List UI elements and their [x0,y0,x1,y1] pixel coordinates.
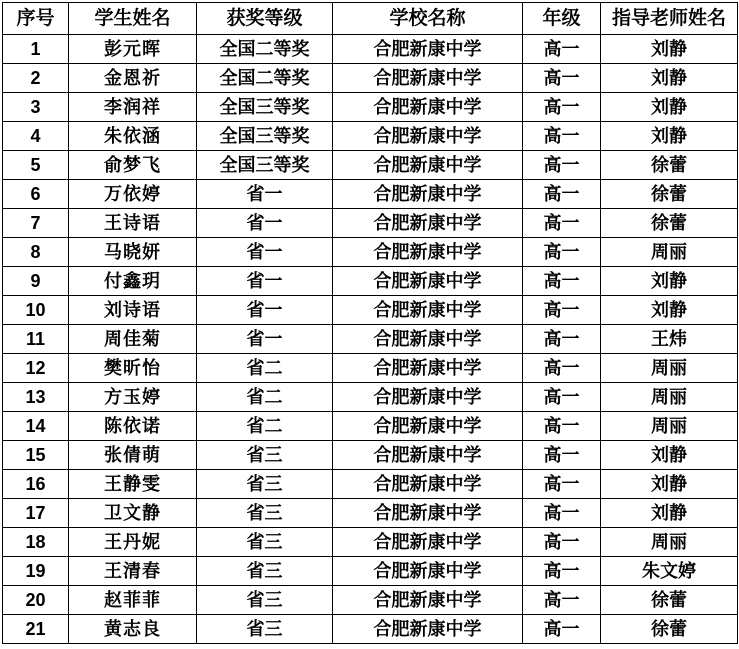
cell-student-name: 樊昕怡 [69,354,197,383]
table-row [3,209,738,238]
cell-grade: 高一 [523,586,601,615]
cell-grade: 高一 [523,93,601,122]
cell-grade: 高一 [523,383,601,412]
cell-teacher-name: 刘静 [601,499,738,528]
table-header [3,3,738,35]
table-row [3,528,738,557]
table-row [3,296,738,325]
cell-index: 17 [3,499,69,528]
cell-teacher-name: 周丽 [601,528,738,557]
table-row [3,499,738,528]
cell-teacher-name: 徐蕾 [601,586,738,615]
cell-index: 4 [3,122,69,151]
cell-grade: 高一 [523,238,601,267]
cell-student-name: 王丹妮 [69,528,197,557]
cell-award-level: 省三 [197,557,333,586]
table-row [3,470,738,499]
cell-student-name: 王诗语 [69,209,197,238]
cell-student-name: 彭元晖 [69,35,197,64]
cell-grade: 高一 [523,354,601,383]
cell-award-level: 省三 [197,615,333,644]
cell-student-name: 周佳菊 [69,325,197,354]
cell-award-level: 省二 [197,383,333,412]
cell-award-level: 全国二等奖 [197,35,333,64]
cell-school-name: 合肥新康中学 [333,209,523,238]
cell-teacher-name: 徐蕾 [601,180,738,209]
cell-teacher-name: 徐蕾 [601,209,738,238]
cell-teacher-name: 刘静 [601,64,738,93]
table-row [3,412,738,441]
table-row [3,35,738,64]
cell-teacher-name: 周丽 [601,412,738,441]
cell-student-name: 赵菲菲 [69,586,197,615]
cell-grade: 高一 [523,412,601,441]
cell-grade: 高一 [523,35,601,64]
cell-grade: 高一 [523,180,601,209]
cell-student-name: 卫文静 [69,499,197,528]
cell-school-name: 合肥新康中学 [333,64,523,93]
cell-school-name: 合肥新康中学 [333,35,523,64]
cell-grade: 高一 [523,528,601,557]
table-header-row [3,3,738,35]
table-row [3,383,738,412]
table-row [3,586,738,615]
cell-index: 16 [3,470,69,499]
cell-student-name: 李润祥 [69,93,197,122]
cell-school-name: 合肥新康中学 [333,528,523,557]
cell-index: 12 [3,354,69,383]
cell-grade: 高一 [523,209,601,238]
cell-grade: 高一 [523,267,601,296]
cell-teacher-name: 刘静 [601,122,738,151]
cell-award-level: 省二 [197,412,333,441]
cell-student-name: 王静雯 [69,470,197,499]
cell-index: 14 [3,412,69,441]
cell-index: 18 [3,528,69,557]
cell-school-name: 合肥新康中学 [333,296,523,325]
table-row [3,122,738,151]
column-header-teacher-name: 指导老师姓名 [601,3,738,35]
cell-teacher-name: 刘静 [601,441,738,470]
cell-teacher-name: 刘静 [601,267,738,296]
cell-student-name: 陈依诺 [69,412,197,441]
cell-student-name: 王清春 [69,557,197,586]
cell-award-level: 全国三等奖 [197,122,333,151]
cell-school-name: 合肥新康中学 [333,615,523,644]
table-row [3,180,738,209]
cell-teacher-name: 王炜 [601,325,738,354]
cell-school-name: 合肥新康中学 [333,354,523,383]
cell-award-level: 全国三等奖 [197,151,333,180]
cell-school-name: 合肥新康中学 [333,557,523,586]
column-header-school-name: 学校名称 [333,3,523,35]
table-row [3,441,738,470]
cell-grade: 高一 [523,557,601,586]
table-row [3,325,738,354]
cell-index: 6 [3,180,69,209]
cell-award-level: 省一 [197,325,333,354]
cell-award-level: 省一 [197,180,333,209]
cell-grade: 高一 [523,441,601,470]
cell-grade: 高一 [523,296,601,325]
cell-grade: 高一 [523,151,601,180]
table-row [3,64,738,93]
award-table [2,2,738,644]
cell-index: 10 [3,296,69,325]
table-row [3,267,738,296]
cell-student-name: 马晓妍 [69,238,197,267]
cell-index: 15 [3,441,69,470]
cell-school-name: 合肥新康中学 [333,122,523,151]
column-header-index: 序号 [3,3,69,35]
cell-index: 9 [3,267,69,296]
cell-award-level: 省三 [197,499,333,528]
cell-school-name: 合肥新康中学 [333,151,523,180]
cell-grade: 高一 [523,64,601,93]
table-body [3,35,738,644]
table-row [3,93,738,122]
cell-student-name: 方玉婷 [69,383,197,412]
cell-index: 2 [3,64,69,93]
cell-index: 19 [3,557,69,586]
cell-index: 21 [3,615,69,644]
cell-index: 5 [3,151,69,180]
cell-teacher-name: 徐蕾 [601,151,738,180]
cell-index: 1 [3,35,69,64]
cell-grade: 高一 [523,615,601,644]
cell-grade: 高一 [523,499,601,528]
cell-school-name: 合肥新康中学 [333,180,523,209]
cell-student-name: 金恩祈 [69,64,197,93]
table-row [3,615,738,644]
cell-school-name: 合肥新康中学 [333,441,523,470]
cell-award-level: 省三 [197,528,333,557]
cell-award-level: 省一 [197,267,333,296]
cell-teacher-name: 朱文婷 [601,557,738,586]
cell-teacher-name: 刘静 [601,296,738,325]
cell-award-level: 省三 [197,470,333,499]
cell-index: 8 [3,238,69,267]
cell-school-name: 合肥新康中学 [333,412,523,441]
column-header-student-name: 学生姓名 [69,3,197,35]
table-row [3,238,738,267]
cell-teacher-name: 刘静 [601,35,738,64]
cell-award-level: 全国二等奖 [197,64,333,93]
cell-school-name: 合肥新康中学 [333,586,523,615]
cell-index: 7 [3,209,69,238]
cell-award-level: 省二 [197,354,333,383]
cell-index: 11 [3,325,69,354]
table-row [3,354,738,383]
cell-school-name: 合肥新康中学 [333,470,523,499]
cell-school-name: 合肥新康中学 [333,383,523,412]
column-header-grade: 年级 [523,3,601,35]
cell-school-name: 合肥新康中学 [333,267,523,296]
cell-award-level: 省一 [197,209,333,238]
cell-teacher-name: 周丽 [601,238,738,267]
cell-student-name: 俞梦飞 [69,151,197,180]
cell-teacher-name: 刘静 [601,470,738,499]
cell-school-name: 合肥新康中学 [333,499,523,528]
cell-student-name: 万依婷 [69,180,197,209]
cell-student-name: 张倩萌 [69,441,197,470]
cell-student-name: 付鑫玥 [69,267,197,296]
cell-award-level: 省三 [197,586,333,615]
cell-teacher-name: 刘静 [601,93,738,122]
cell-award-level: 省三 [197,441,333,470]
table-row [3,557,738,586]
cell-award-level: 省一 [197,296,333,325]
cell-grade: 高一 [523,122,601,151]
cell-award-level: 全国三等奖 [197,93,333,122]
cell-student-name: 黄志良 [69,615,197,644]
cell-student-name: 刘诗语 [69,296,197,325]
cell-school-name: 合肥新康中学 [333,325,523,354]
column-header-award-level: 获奖等级 [197,3,333,35]
cell-index: 20 [3,586,69,615]
cell-grade: 高一 [523,325,601,354]
cell-school-name: 合肥新康中学 [333,93,523,122]
cell-index: 13 [3,383,69,412]
table-row [3,151,738,180]
cell-student-name: 朱依涵 [69,122,197,151]
cell-grade: 高一 [523,470,601,499]
cell-teacher-name: 周丽 [601,383,738,412]
cell-school-name: 合肥新康中学 [333,238,523,267]
cell-award-level: 省一 [197,238,333,267]
cell-index: 3 [3,93,69,122]
cell-teacher-name: 周丽 [601,354,738,383]
cell-teacher-name: 徐蕾 [601,615,738,644]
